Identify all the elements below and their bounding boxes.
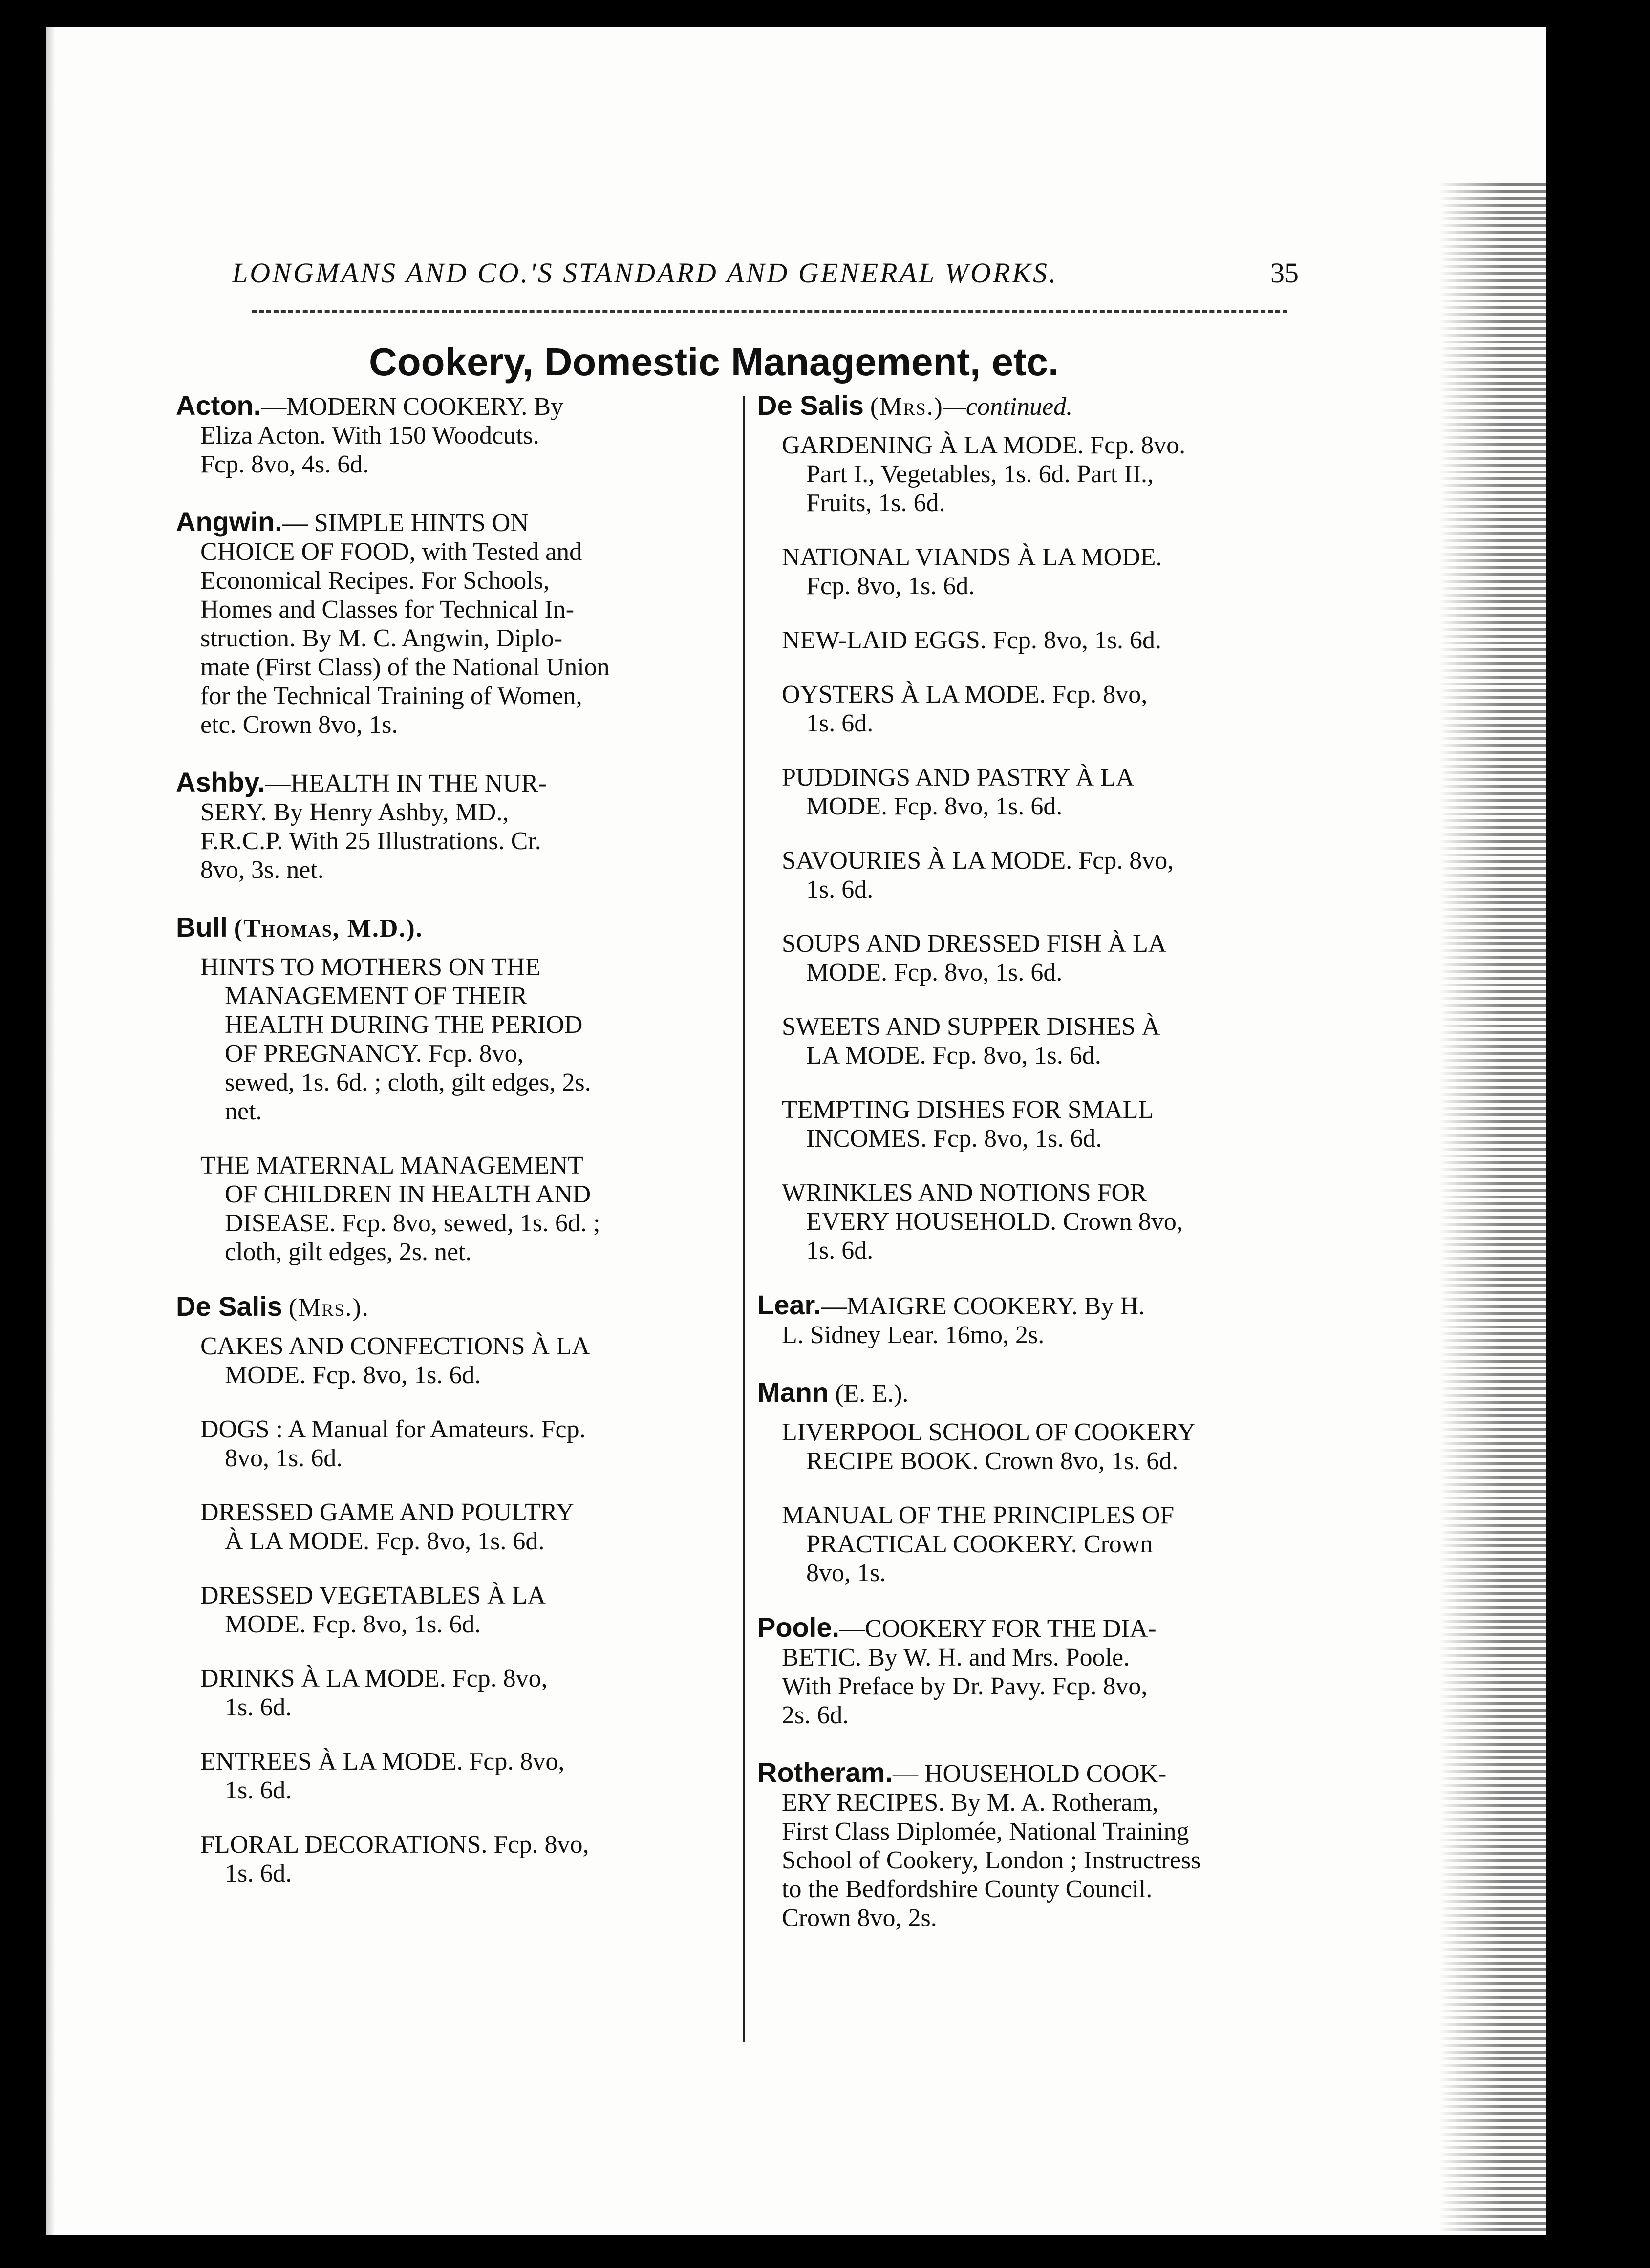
entry-mann-manual [782, 1501, 1358, 1587]
author-name: Acton. [176, 390, 261, 421]
entry-line: RECIPE BOOK. Crown 8vo, 1s. 6d. [806, 1447, 1179, 1475]
author-name: De Salis [757, 390, 864, 421]
entry-lear [757, 1290, 1358, 1349]
entry-rotheram [757, 1758, 1358, 1932]
header-rule [252, 310, 1287, 313]
entry-line: 8vo, 1s. [806, 1559, 886, 1587]
left-column [176, 391, 765, 1913]
author-name: Angwin. [176, 506, 282, 537]
entry-line: 2s. 6d. [782, 1701, 849, 1729]
entry-line: mate (First Class) of the National Union [200, 653, 610, 681]
entry-text: — SIMPLE HINTS ON [282, 509, 529, 537]
entry-line: ERY RECIPES. By M. A. Rotheram, [782, 1789, 1158, 1817]
entry-line: First Class Diplomée, National Training [782, 1818, 1189, 1845]
entry-desalis-soups [782, 929, 1358, 987]
entry-desalis-sweets [782, 1012, 1358, 1070]
entry-desalis-puddings [782, 763, 1358, 821]
entry-text: — HOUSEHOLD COOK- [892, 1760, 1167, 1788]
entry-line: INCOMES. Fcp. 8vo, 1s. 6d. [806, 1125, 1102, 1153]
author-name: Bull [176, 912, 228, 942]
entry-line: DISEASE. Fcp. 8vo, sewed, 1s. 6d. ; [225, 1209, 600, 1237]
author-name: Ashby. [176, 767, 265, 797]
entry-acton [176, 391, 765, 479]
entry-line: MODE. Fcp. 8vo, 1s. 6d. [806, 959, 1063, 986]
entry-first-line [176, 507, 765, 537]
entry-line: HINTS TO MOTHERS ON THE [200, 953, 541, 981]
entry-line: With Preface by Dr. Pavy. Fcp. 8vo, [782, 1672, 1148, 1700]
entry-ashby [176, 768, 765, 884]
continued-note: —continued. [943, 393, 1073, 421]
entry-line: Fruits, 1s. 6d. [806, 489, 945, 517]
entry-line: PUDDINGS AND PASTRY À LA [782, 764, 1135, 792]
entry-desalis-continued-heading [757, 391, 1358, 421]
entry-bull-heading [176, 913, 765, 943]
entry-first-line [176, 391, 765, 421]
entry-line: DRESSED VEGETABLES À LA [200, 1582, 546, 1609]
entry-desalis-cakes [200, 1332, 765, 1390]
entry-line: MANAGEMENT OF THEIR [225, 982, 528, 1010]
entry-line: SERY. By Henry Ashby, MD., [200, 798, 509, 826]
entry-line: OF CHILDREN IN HEALTH AND [225, 1180, 591, 1208]
entry-line: struction. By M. C. Angwin, Diplo- [200, 624, 563, 652]
author-name: Mann [757, 1377, 829, 1408]
entry-line: CAKES AND CONFECTIONS À LA [200, 1332, 590, 1360]
author-detail: (Mrs.). [288, 1294, 369, 1322]
entry-line: Crown 8vo, 2s. [782, 1904, 937, 1932]
entry-line: CHOICE OF FOOD, with Tested and [200, 538, 582, 566]
entry-line: DRESSED GAME AND POULTRY [200, 1498, 575, 1526]
entry-mann-heading [757, 1378, 1358, 1408]
entry-line: F.R.C.P. With 25 Illustrations. Cr. [200, 827, 541, 855]
entry-line: DOGS : A Manual for Amateurs. Fcp. [200, 1415, 586, 1443]
entry-line: À LA MODE. Fcp. 8vo, 1s. 6d. [225, 1527, 545, 1555]
entry-line: 8vo, 1s. 6d. [225, 1444, 343, 1472]
author-detail: (E. E.). [835, 1380, 909, 1408]
entry-desalis-viands [782, 543, 1358, 600]
entry-text: —MODERN COOKERY. By [261, 393, 564, 421]
page-left-edge [46, 27, 55, 2235]
entry-line: LA MODE. Fcp. 8vo, 1s. 6d. [806, 1042, 1101, 1070]
page-number: 35 [1270, 257, 1299, 289]
entry-text: —COOKERY FOR THE DIA- [839, 1615, 1157, 1643]
entry-line: 1s. 6d. [806, 709, 874, 737]
entry-line: HEALTH DURING THE PERIOD [225, 1011, 583, 1039]
entry-line: L. Sidney Lear. 16mo, 2s. [782, 1321, 1045, 1349]
entry-line: Fcp. 8vo, 1s. 6d. [806, 572, 975, 600]
entry-line: BETIC. By W. H. and Mrs. Poole. [782, 1644, 1130, 1671]
entry-poole [757, 1613, 1358, 1730]
entry-line: net. [225, 1097, 262, 1125]
entry-bull-hints [200, 953, 765, 1126]
entry-first-line [757, 1290, 1358, 1321]
entry-line: 1s. 6d. [806, 876, 874, 903]
page-torn-right-edge [1439, 183, 1546, 2235]
entry-desalis-oysters [782, 680, 1358, 738]
running-header: LONGMANS AND CO.'S STANDARD AND GENERAL WORKS. [232, 257, 1058, 289]
author-name: Lear. [757, 1289, 821, 1320]
entry-desalis-drinks [200, 1664, 765, 1722]
author-detail: (Mrs.) [870, 393, 943, 421]
entry-line: TEMPTING DISHES FOR SMALL [782, 1096, 1154, 1124]
entry-line: MODE. Fcp. 8vo, 1s. 6d. [225, 1610, 481, 1638]
entry-line: SAVOURIES À LA MODE. Fcp. 8vo, [782, 847, 1174, 875]
entry-line: MODE. Fcp. 8vo, 1s. 6d. [806, 792, 1063, 820]
entry-line: NEW-LAID EGGS. Fcp. 8vo, 1s. 6d. [782, 626, 1162, 654]
entry-line: SOUPS AND DRESSED FISH À LA [782, 930, 1167, 958]
entry-desalis-floral [200, 1830, 765, 1888]
entry-line: Economical Recipes. For Schools, [200, 567, 550, 595]
entry-line: for the Technical Training of Women, [200, 682, 582, 710]
entry-text: —MAIGRE COOKERY. By H. [821, 1292, 1145, 1320]
entry-desalis-vegetables [200, 1581, 765, 1639]
book-page [46, 27, 1546, 2235]
entry-line: School of Cookery, London ; Instructress [782, 1846, 1201, 1874]
author-name: Poole. [757, 1612, 840, 1643]
entry-line: 1s. 6d. [225, 1860, 292, 1887]
entry-text: —HEALTH IN THE NUR- [265, 770, 547, 797]
entry-line: PRACTICAL COOKERY. Crown [806, 1530, 1153, 1558]
author-detail: (Thomas, M.D.). [234, 915, 423, 942]
entry-line: cloth, gilt edges, 2s. net. [225, 1238, 472, 1266]
entry-desalis-game [200, 1498, 765, 1556]
entry-line: THE MATERNAL MANAGEMENT [200, 1152, 583, 1179]
entry-desalis-savouries [782, 846, 1358, 904]
entry-line: to the Bedfordshire County Council. [782, 1875, 1153, 1903]
entry-first-line [757, 1613, 1358, 1643]
entry-desalis-eggs [782, 626, 1358, 655]
entry-line: 1s. 6d. [806, 1237, 874, 1264]
entry-angwin [176, 507, 765, 739]
entry-mann-liverpool [782, 1418, 1358, 1476]
entry-line: ENTREES À LA MODE. Fcp. 8vo, [200, 1748, 565, 1776]
entry-line: Eliza Acton. With 150 Woodcuts. [200, 422, 539, 449]
entry-line: WRINKLES AND NOTIONS FOR [782, 1179, 1147, 1207]
entry-line: MANUAL OF THE PRINCIPLES OF [782, 1501, 1175, 1529]
entry-line: GARDENING À LA MODE. Fcp. 8vo. [782, 431, 1186, 459]
author-name: Rotheram. [757, 1757, 893, 1788]
entry-line: etc. Crown 8vo, 1s. [200, 711, 398, 739]
entry-desalis-gardening [782, 431, 1358, 517]
entry-bull-maternal [200, 1151, 765, 1266]
entry-first-line [176, 768, 765, 798]
entry-line: 1s. 6d. [225, 1693, 292, 1721]
entry-line: DRINKS À LA MODE. Fcp. 8vo, [200, 1665, 548, 1692]
entry-line: Fcp. 8vo, 4s. 6d. [200, 450, 369, 478]
entry-line: LIVERPOOL SCHOOL OF COOKERY [782, 1418, 1196, 1446]
entry-desalis-entrees [200, 1747, 765, 1805]
entry-line: Part I., Vegetables, 1s. 6d. Part II., [806, 460, 1154, 488]
entry-line: 1s. 6d. [225, 1776, 292, 1804]
entry-first-line [757, 1758, 1358, 1788]
entry-desalis-heading [176, 1292, 765, 1322]
entry-line: EVERY HOUSEHOLD. Crown 8vo, [806, 1208, 1183, 1236]
entry-line: sewed, 1s. 6d. ; cloth, gilt edges, 2s. [225, 1069, 591, 1096]
entry-line: OF PREGNANCY. Fcp. 8vo, [225, 1040, 524, 1068]
right-column [757, 391, 1358, 1961]
section-title: Cookery, Domestic Management, etc. [369, 340, 1059, 384]
author-name: De Salis [176, 1291, 282, 1322]
entry-line: OYSTERS À LA MODE. Fcp. 8vo, [782, 681, 1148, 708]
entry-line: MODE. Fcp. 8vo, 1s. 6d. [225, 1361, 481, 1389]
entry-desalis-wrinkles [782, 1178, 1358, 1265]
entry-line: SWEETS AND SUPPER DISHES À [782, 1013, 1160, 1041]
entry-desalis-dogs [200, 1415, 765, 1473]
entry-line: NATIONAL VIANDS À LA MODE. [782, 543, 1162, 571]
entry-line: 8vo, 3s. net. [200, 856, 324, 884]
entry-desalis-tempting [782, 1095, 1358, 1153]
entry-line: FLORAL DECORATIONS. Fcp. 8vo, [200, 1831, 589, 1859]
entry-line: Homes and Classes for Technical In- [200, 596, 575, 623]
